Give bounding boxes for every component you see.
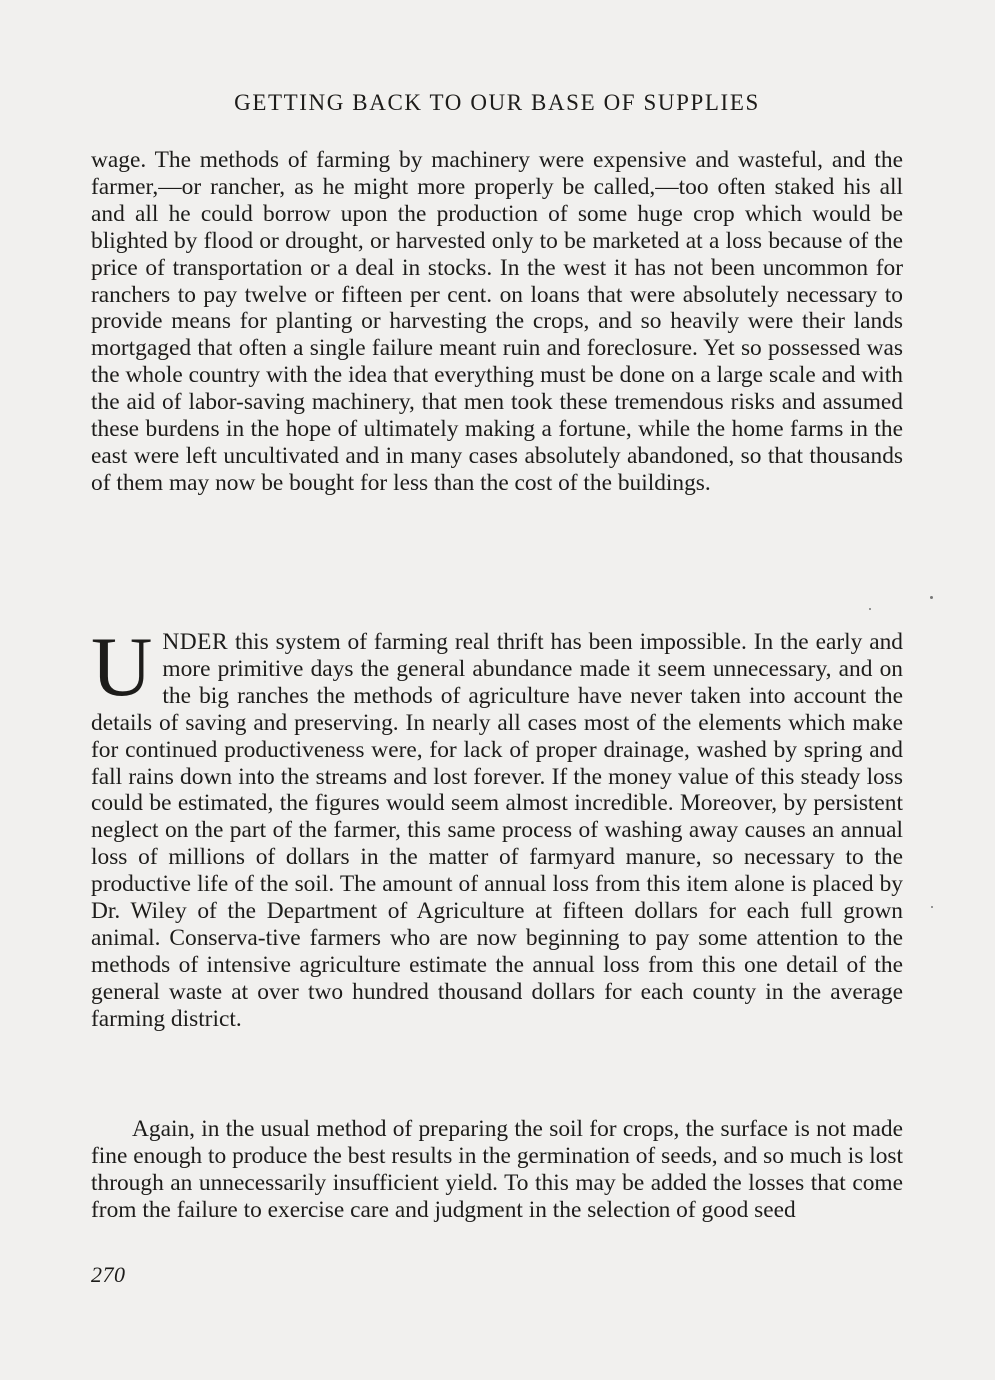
- paragraph-text: Again, in the usual method of preparing the soil for crops, the surface is not made fine enough to produce the best results in the germination of seeds, and so much is lost through an unnecessarily insufficient yield. To this may be added the losses that come from the failure to exercise care and judgment in the selection of good seed: [91, 1116, 903, 1223]
- paragraph-with-drop-cap: [91, 620, 903, 1033]
- paragraph-text: wage. The methods of farming by machinery were expensive and wasteful, and the farmer,—or rancher, as he might more properly be called,—too often staked his all and all he could borrow upon the production of some huge crop which would be blighted by flood or drought, or harvested only to be marketed at a loss because of the price of transportation or a deal in stocks. In the west it has not been uncommon for ranchers to pay twelve or fifteen per cent. on loans that were absolutely necessary to provide means for planting or harvesting the crops, and so heavily were their lands mortgaged that often a single failure meant ruin and foreclosure. Yet so possessed was the whole country with the idea that everything must be done on a large scale and with the aid of labor-saving machinery, that men took these tremendous risks and assumed these burdens in the hope of ultimately making a fortune, while the home farms in the east were left uncultivated and in many cases absolutely abandoned, so that thousands of them may now be bought for less than the cost of the buildings.: [91, 147, 903, 496]
- running-head: GETTING BACK TO OUR BASE OF SUPPLIES: [234, 90, 760, 115]
- body-paragraph-2: [91, 620, 903, 1033]
- paper-speck: [930, 596, 933, 599]
- lead-in-word: NDER: [162, 629, 229, 655]
- body-paragraph-1: [91, 147, 903, 497]
- paper-speck: [931, 906, 933, 908]
- paragraph-text: this system of farming real thrift has been impossible. In the early and more primitive days the general abundance made it seem unnecessary, and on the big ranches the methods of agriculture have never taken into account the details of saving and preserving. In nearly all cases most of the elements which make for continued productiveness were, for lack of proper drainage, washed by spring and fall rains down into the streams and lost forever. If the money value of this steady loss could be estimated, the figures would seem almost incredible. Moreover, by persistent neglect on the part of the farmer, this same process of washing away causes an annual loss of millions of dollars in the matter of farmyard manure, so necessary to the productive life of the soil. The amount of annual loss from this item alone is placed by Dr. Wiley of the Department of Agriculture at fifteen dollars for each full grown animal. Conserva-tive farmers who are now beginning to pay some attention to the methods of intensive agriculture estimate the annual loss from this one detail of the general waste at over two hundred thousand dollars for each county in the average farming district.: [91, 629, 903, 1032]
- paper-speck: [869, 608, 871, 610]
- page-number: 270: [91, 1262, 126, 1287]
- drop-cap-letter: U: [91, 620, 153, 714]
- body-paragraph-3: [91, 1116, 903, 1224]
